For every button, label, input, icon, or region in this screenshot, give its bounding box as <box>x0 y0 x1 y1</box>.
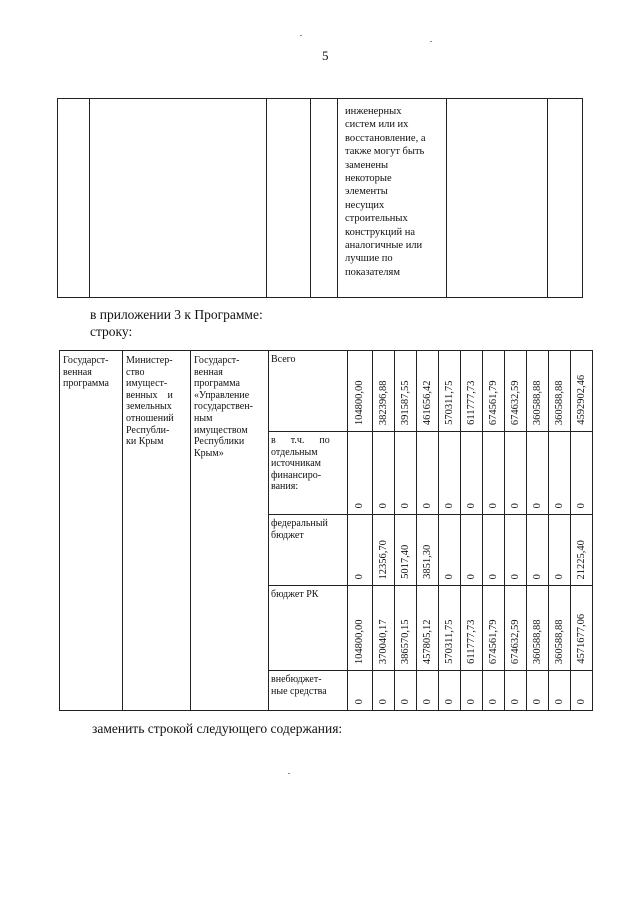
program-name <box>191 351 268 459</box>
amount-value: 104800,00 <box>354 380 366 426</box>
amount-value: 0 <box>377 699 389 705</box>
continuation-text <box>338 99 446 279</box>
funding-source-label-line: федеральный <box>271 518 328 529</box>
value-cell <box>439 351 461 432</box>
continuation-line: несущих <box>345 199 385 211</box>
value-cell <box>373 515 395 586</box>
value-cell <box>461 351 483 432</box>
continuation-table <box>57 98 583 298</box>
table-cell <box>90 99 267 298</box>
value-cell <box>549 351 571 432</box>
program-name-line: программа <box>194 378 240 390</box>
amount-value: 611777,73 <box>465 620 477 665</box>
amount-value: 0 <box>531 574 543 580</box>
ministry-line: ки Крым <box>126 436 164 448</box>
funding-source-cell <box>269 432 348 515</box>
amount-value: 0 <box>509 574 521 580</box>
value-cell <box>527 671 549 711</box>
value-cell <box>461 586 483 671</box>
ministry-line: отношений <box>126 412 174 424</box>
amount-value: 570311,75 <box>443 620 455 665</box>
amount-value: 21225,40 <box>575 540 587 580</box>
value-cell <box>549 586 571 671</box>
continuation-line: систем или их <box>345 119 409 131</box>
scan-speck <box>288 773 290 774</box>
value-cell <box>571 351 593 432</box>
funding-source-label-line: бюджет <box>271 529 304 541</box>
ministry-line: Министер- <box>126 355 173 366</box>
program-name-line: «Управление <box>194 389 250 401</box>
table-cell <box>548 99 583 298</box>
amount-value: 5017,40 <box>399 545 411 580</box>
amount-value: 0 <box>421 699 433 705</box>
amount-value: 0 <box>553 574 565 580</box>
value-cell <box>417 351 439 432</box>
continuation-line: конструкций на <box>345 226 416 238</box>
value-cell <box>439 671 461 711</box>
value-cell <box>483 586 505 671</box>
funding-source-label-line: бюджет РК <box>271 589 319 600</box>
value-cell <box>417 432 439 515</box>
amount-value: 0 <box>465 503 477 509</box>
amount-value: 360588,88 <box>553 619 565 665</box>
amount-value: 0 <box>377 503 389 509</box>
funding-source-label-line: ные средства <box>271 685 327 697</box>
amount-value: 0 <box>399 699 411 705</box>
amount-value: 674632,59 <box>509 619 521 665</box>
value-cell <box>483 432 505 515</box>
value-cell <box>527 432 549 515</box>
value-cell <box>549 671 571 711</box>
funding-source-cell <box>269 351 348 432</box>
intro-line-2: строку: <box>90 324 133 339</box>
amount-value: 0 <box>465 699 477 705</box>
value-cell <box>483 671 505 711</box>
table-cell <box>58 99 90 298</box>
value-cell <box>417 515 439 586</box>
value-cell <box>461 515 483 586</box>
amount-value: 382396,88 <box>377 380 389 426</box>
amount-value: 386570,15 <box>399 619 411 665</box>
table-cell <box>338 99 447 298</box>
value-cell <box>549 515 571 586</box>
value-cell <box>461 432 483 515</box>
amount-value: 0 <box>575 699 587 705</box>
amount-value: 0 <box>575 503 587 509</box>
funding-source-label-line: отдельным <box>271 446 318 458</box>
value-cell <box>395 432 417 515</box>
amount-value: 0 <box>509 699 521 705</box>
ministry-line: Республи- <box>126 424 170 436</box>
value-cell <box>439 586 461 671</box>
amount-value: 461656,42 <box>421 380 433 426</box>
program-name-line: имуществом <box>194 424 248 436</box>
program-type-line: программа <box>63 378 109 390</box>
funding-source-label <box>269 586 347 601</box>
amount-value: 0 <box>531 503 543 509</box>
program-name-cell <box>191 351 269 711</box>
amount-value: 3851,30 <box>421 545 433 580</box>
continuation-line: заменены <box>345 159 389 171</box>
scan-speck <box>300 35 302 36</box>
amount-value: 360588,88 <box>553 380 565 426</box>
value-cell <box>373 586 395 671</box>
program-name-line: Крым» <box>194 447 224 459</box>
table-cell <box>447 99 548 298</box>
value-cell <box>373 432 395 515</box>
program-name-line: ным <box>194 412 213 424</box>
intro-line-1: в приложении 3 к Программе: <box>90 307 263 322</box>
amount-value: 0 <box>487 503 499 509</box>
amount-value: 360588,88 <box>531 619 543 665</box>
value-cell <box>571 586 593 671</box>
amount-value: 0 <box>487 699 499 705</box>
funding-source-label-line: источникам <box>271 458 321 470</box>
continuation-line: элементы <box>345 186 388 198</box>
funding-source-cell <box>269 671 348 711</box>
program-name-line: Государст- <box>194 355 240 366</box>
value-cell <box>439 432 461 515</box>
value-cell <box>527 351 549 432</box>
financing-table <box>59 350 593 711</box>
program-name-line: Республики <box>194 436 245 448</box>
value-cell <box>417 671 439 711</box>
funding-source-label <box>269 515 347 541</box>
table-row <box>60 351 593 432</box>
value-cell <box>483 515 505 586</box>
funding-source-label-line: в т.ч. по <box>271 435 330 446</box>
amount-value: 0 <box>553 503 565 509</box>
amount-value: 674632,59 <box>509 380 521 426</box>
closing-line: заменить строкой следующего содержания: <box>92 721 343 736</box>
value-cell <box>395 515 417 586</box>
value-cell <box>439 515 461 586</box>
amount-value: 0 <box>421 503 433 509</box>
value-cell <box>395 586 417 671</box>
amount-value: 0 <box>443 503 455 509</box>
funding-source-label <box>269 671 347 697</box>
amount-value: 360588,88 <box>531 380 543 426</box>
ministry-cell <box>123 351 191 711</box>
ministry-line: венных и <box>126 389 173 401</box>
funding-source-cell <box>269 515 348 586</box>
amount-value: 457805,12 <box>421 619 433 665</box>
value-cell <box>373 351 395 432</box>
table-cell <box>267 99 311 298</box>
funding-source-cell <box>269 586 348 671</box>
value-cell <box>373 671 395 711</box>
amount-value: 0 <box>509 503 521 509</box>
amount-value: 611777,73 <box>465 381 477 426</box>
value-cell <box>505 586 527 671</box>
amount-value: 4592902,46 <box>575 375 587 426</box>
program-type-line: венная <box>63 366 92 378</box>
value-cell <box>395 671 417 711</box>
value-cell <box>571 671 593 711</box>
page-number: 5 <box>322 48 329 63</box>
program-name-line: венная <box>194 366 223 378</box>
continuation-line: восстановление, а <box>345 132 426 144</box>
ministry <box>123 351 190 448</box>
value-cell <box>348 515 373 586</box>
amount-value: 674561,79 <box>487 380 499 426</box>
amount-value: 0 <box>531 699 543 705</box>
amount-value: 0 <box>354 574 366 580</box>
amount-value: 0 <box>354 699 366 705</box>
funding-source-label-line: Всего <box>271 354 296 365</box>
amount-value: 4571677,06 <box>575 614 587 665</box>
amount-value: 391587,55 <box>399 380 411 426</box>
table-cell <box>311 99 338 298</box>
value-cell <box>505 515 527 586</box>
continuation-line: аналогичные или <box>345 240 423 252</box>
amount-value: 104800,00 <box>354 619 366 665</box>
value-cell <box>505 351 527 432</box>
value-cell <box>505 671 527 711</box>
continuation-line: показателям <box>345 266 400 278</box>
funding-source-label-line: вания: <box>271 481 299 493</box>
program-type <box>60 351 122 390</box>
amount-value: 0 <box>443 574 455 580</box>
continuation-line: строительных <box>345 213 408 225</box>
amount-value: 0 <box>399 503 411 509</box>
continuation-line: некоторые <box>345 173 392 185</box>
amount-value: 0 <box>354 503 366 509</box>
value-cell <box>571 432 593 515</box>
amount-value: 12356,70 <box>377 540 389 580</box>
value-cell <box>549 432 571 515</box>
value-cell <box>348 432 373 515</box>
continuation-line: инженерных <box>345 106 402 117</box>
ministry-line: земельных <box>126 401 172 413</box>
funding-source-label-line: внебюджет- <box>271 674 322 685</box>
amount-value: 674561,79 <box>487 619 499 665</box>
continuation-line: также могут быть <box>345 146 425 158</box>
amount-value: 370040,17 <box>377 619 389 665</box>
funding-source-label-line: финансиро- <box>271 469 322 481</box>
value-cell <box>348 586 373 671</box>
value-cell <box>571 515 593 586</box>
ministry-line: имущест- <box>126 378 168 390</box>
value-cell <box>527 515 549 586</box>
program-type-cell <box>60 351 123 711</box>
value-cell <box>395 351 417 432</box>
funding-source-label <box>269 432 347 493</box>
value-cell <box>483 351 505 432</box>
amount-value: 0 <box>465 574 477 580</box>
value-cell <box>348 351 373 432</box>
amount-value: 570311,75 <box>443 381 455 426</box>
value-cell <box>461 671 483 711</box>
value-cell <box>417 586 439 671</box>
amount-value: 0 <box>553 699 565 705</box>
table-row <box>58 99 583 298</box>
funding-source-label <box>269 351 347 366</box>
amount-value: 0 <box>487 574 499 580</box>
ministry-line: ство <box>126 366 145 378</box>
program-name-line: государствен- <box>194 401 253 413</box>
value-cell <box>505 432 527 515</box>
continuation-line: лучшие по <box>345 253 393 265</box>
value-cell <box>348 671 373 711</box>
amount-value: 0 <box>443 699 455 705</box>
value-cell <box>527 586 549 671</box>
program-type-line: Государст- <box>63 355 109 366</box>
scan-speck <box>430 41 432 42</box>
